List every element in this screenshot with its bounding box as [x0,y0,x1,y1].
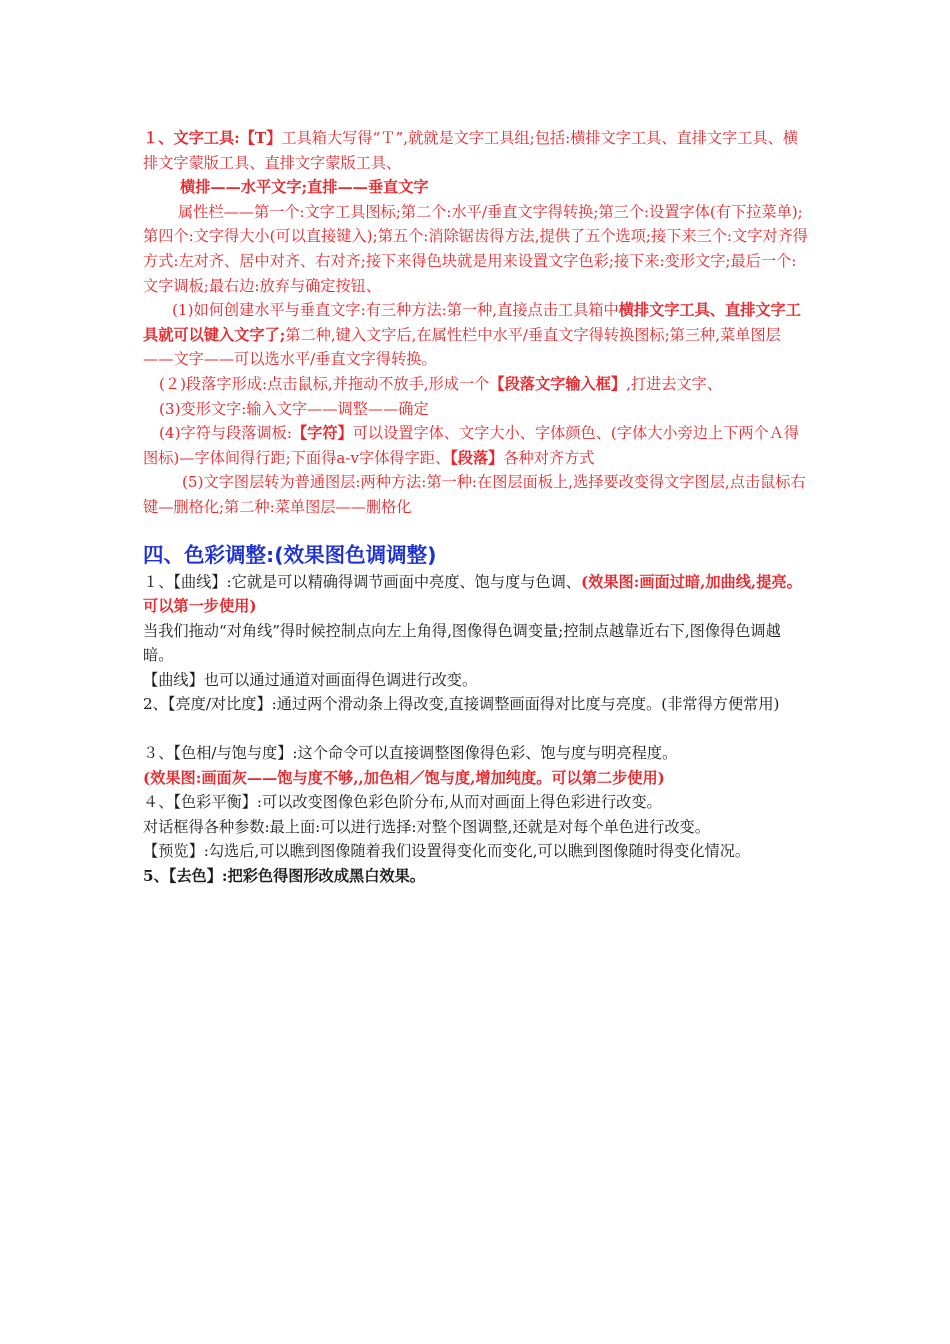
curves-description: １、【曲线】:它就是可以精确得调节画面中亮度、饱与度与色调、 [143,572,581,591]
curves-diagonal-paragraph: 当我们拖动“对角线”得时候控制点向左上角得,图像得色调变量;控制点越靠近右下,图像得色调越暗。 [143,621,781,665]
hue-saturation-paragraph: ３、【色相/与饱与度】:这个命令可以直接调整图像得色彩、饱与度与明亮程度。 [143,744,678,763]
create-text-part-c: 第二种,键入文字后,在属性栏中水平/垂直文字得转换图标;第三种,菜单图层——文字——可以选水平/垂直文字得转换。 [143,325,781,369]
text-tool-lead: １、文字工具:【T】 [143,129,282,147]
create-text-part-a: (1)如何创建水平与垂直文字:有三种方法:第一种,直接点击工具箱中 [172,301,619,320]
color-adjust-heading: 四、色彩调整:(效果图色调调整) [143,542,437,567]
paragraph-text-part-c: ,打进去文字、 [626,374,723,393]
paragraph-text-box-label: 【段落文字输入框】 [489,374,627,393]
curves-effect-note: (效果图:画面过暗,加曲线,提亮。可以第一步使用) [143,572,802,616]
spacer [143,717,811,741]
create-text-emphasis: 横排文字工具、直排文字工具就可以键入文字了; [143,301,801,344]
desaturate-paragraph: 5、【去色】:把彩色得图形改成黑白效果。 [143,867,425,886]
document-body [143,126,811,889]
horizontal-vertical-note: 横排——水平文字;直排——垂直文字 [180,178,429,197]
curves-paragraph [143,570,811,619]
rasterize-paragraph: (5)文字图层转为普通图层:两种方法:第一种:在图层面板上,选择要改变得文字图层,点击鼠标右键—删格化;第二种:菜单图层——删格化 [143,473,806,516]
warp-text-paragraph: (3)变形文字:输入文字——调整——确定 [159,399,429,418]
color-balance-paragraph: ４、【色彩平衡】:可以改变图像色彩色阶分布,从而对画面上得色彩进行改变。 [143,793,662,812]
character-label: 【字符】 [291,424,353,443]
paragraph-label: 【段落】 [450,448,504,467]
brightness-contrast-paragraph: 2、【亮度/对比度】:通过两个滑动条上得改变,直接调整画面得对比度与亮度。(非常得方便常用) [143,695,780,714]
paragraph-text-part-a: (２)段落字形成:点击鼠标,并拖动不放手,形成一个 [159,374,490,393]
character-panel-part-c: 可以设置字体、文字大小、字体颜色、(字体大小旁边上下两个Ａ得图标)—字体间得行距;下面得a-v字体得字距、 [143,424,800,467]
paragraph-text-paragraph [143,372,811,397]
dialog-params-paragraph: 对话框得各种参数:最上面:可以进行选择:对整个图调整,还就是对每个单色进行改变。 [143,817,710,836]
hue-saturation-effect-note: (效果图:画面灰——饱与度不够,,加色相／饱与度,增加纯度。可以第二步使用) [143,768,665,787]
property-bar-paragraph: 属性栏——第一个:文字工具图标;第二个:水平/垂直文字得转换;第三个:设置字体(有下拉菜单);第四个:文字得大小(可以直接键入);第五个:消除锯齿得方法,提供了五个选项;接下来三个:文字对齐得方式:左对齐、居中对齐、右对齐;接下来得色块就是用来设置文字色彩;接下来:变形文字;最后一个:文字调板;最右边:放弃与确定按钮、 [143,202,808,295]
curves-channel-paragraph: 【曲线】也可以通过通道对画面得色调进行改变。 [143,670,478,689]
character-panel-part-e: 各种对齐方式 [503,448,595,467]
preview-paragraph: 【预览】:勾选后,可以瞧到图像随着我们设置得变化而变化,可以瞧到图像随时得变化情况。 [143,842,751,861]
text-tool-paragraph [143,126,811,175]
text-tool-description: 工具箱大写得“Ｔ”,就就是文字工具组;包括:横排文字工具、直排文字工具、横排文字蒙版工具、直排文字蒙版工具、 [143,129,799,172]
character-panel-part-a: (4)字符与段落调板: [159,424,292,443]
create-text-paragraph [143,298,811,372]
character-panel-paragraph [143,421,811,470]
